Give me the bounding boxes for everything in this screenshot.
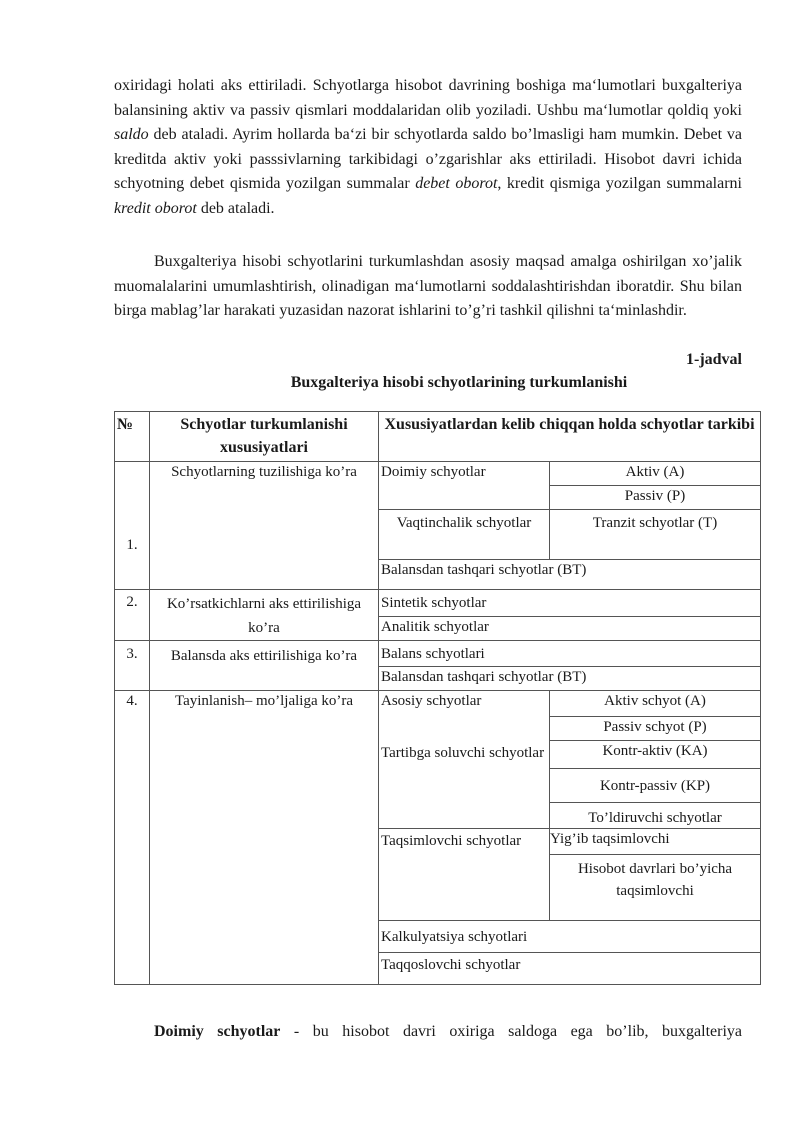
cell-analitik: Analitik schyotlar [379, 616, 761, 640]
paragraph-intro [114, 74, 742, 222]
cell-hisobot-davrlari: Hisobot davrlari bo’yicha taqsimlovchi [550, 855, 761, 909]
row-feature: Balansda aks ettirilishiga ko’ra [150, 641, 379, 691]
cell-taqsimlovchi: Taqsimlovchi schyotlar [379, 829, 550, 921]
header-feature: Schyotlar turkumlanishi xususiyatlari [150, 412, 379, 462]
term-doimiy-schyotlar: Doimiy schyotlar [154, 1023, 281, 1040]
paragraph-purpose: Buxgalteriya hisobi schyotlarini turkumlashdan asosiy maqsad amalga oshirilgan xo’jalik muomalalarini umumlashtirish, olinadigan ma‘lumotlarni soddalashtirishdan iboratdir. Shu bilan birga mablag’lar harakati yuzasidan nazorat ishlarini to’g’ri tashkil qilishni ta‘minlashdir. [114, 253, 742, 320]
cell-balansdan: Balansdan tashqari schyotlar (BT) [379, 667, 761, 691]
cell-kontr-passiv: Kontr-passiv (KP) [550, 769, 761, 803]
cell-aktiv: Aktiv (A) [550, 462, 761, 486]
cell-aktiv-schyot: Aktiv schyot (A) [550, 691, 761, 717]
cell-doimiy: Doimiy schyotlar [379, 462, 550, 510]
table-row [115, 462, 761, 486]
paragraph-text: oxiridagi holati aks ettiriladi. Schyotlarga hisobot davrining boshiga ma‘lumotlari buxgalteriya balansining aktiv va passiv qismlari moddalaridan olib yoziladi. Ushbu ma‘lumotlar qoldiq yoki [114, 77, 742, 119]
header-number: № [115, 412, 150, 462]
term-debet-oborot: debet oborot [415, 175, 498, 193]
row-feature: Schyotlarning tuzilishiga ko’ra [150, 462, 379, 590]
row-number: 3. [115, 641, 150, 691]
classification-table [114, 411, 761, 985]
cell-taqqoslovchi: Taqqoslovchi schyotlar [379, 953, 761, 985]
empty-cell [550, 909, 761, 921]
cell-kontr-aktiv: Kontr-aktiv (KA) [550, 741, 761, 769]
row-feature: Ko’rsatkichlarni aks ettirilishiga ko’ra [150, 590, 379, 641]
cell-tartibga: Tartibga soluvchi schyotlar [379, 741, 550, 829]
cell-toldiruvchi: To’ldiruvchi schyotlar [550, 803, 761, 829]
table-row [115, 641, 761, 667]
cell-tranzit: Tranzit schyotlar (T) [550, 510, 761, 560]
table-label: 1-jadval [686, 351, 742, 368]
table-row [115, 691, 761, 717]
cell-passiv-schyot: Passiv schyot (P) [550, 717, 761, 741]
cell-passiv: Passiv (P) [550, 486, 761, 510]
paragraph-closing [114, 1020, 742, 1044]
cell-asosiy: Asosiy schyotlar [379, 691, 550, 741]
paragraph-text: deb ataladi. Ayrim hollarda ba‘zi bir schyotlarda saldo bo’lmasligi ham mumkin. Debet va kreditda aktiv yoki passsivlarning tarkibidagi o’zgarishlar aks ettiriladi. Hisobot davri ichida schyotning debet qismida yozilgan summalar [114, 126, 742, 193]
cell-yigib: Yig’ib taqsimlovchi [550, 829, 761, 855]
table-header-row [115, 412, 761, 462]
paragraph-text: , kredit qismiga yozilgan summalarni [497, 175, 742, 193]
table-caption: Buxgalteriya hisobi schyotlarining turkumlanishi [290, 374, 628, 391]
cell-balans: Balans schyotlari [379, 641, 761, 667]
term-kredit-oborot: kredit oborot [114, 199, 197, 217]
row-number: 1. [115, 462, 150, 590]
cell-sintetik: Sintetik schyotlar [379, 590, 761, 617]
row-feature: Tayinlanish– mo’ljaliga ko’ra [150, 691, 379, 985]
term-saldo: saldo [114, 126, 149, 144]
row-number: 4. [115, 691, 150, 985]
header-composition: Xususiyatlardan kelib chiqqan holda schyotlar tarkibi [379, 412, 761, 462]
row-number: 2. [115, 590, 150, 641]
cell-kalkulyatsiya: Kalkulyatsiya schyotlari [379, 921, 761, 953]
paragraph-text: - bu hisobot davri oxiriga saldoga ega bo’lib, buxgalteriya [280, 1023, 743, 1040]
paragraph-text: deb ataladi. [196, 199, 275, 217]
cell-vaqtinchalik: Vaqtinchalik schyotlar [379, 510, 550, 560]
table-row [115, 590, 761, 617]
cell-balansdan: Balansdan tashqari schyotlar (BT) [379, 560, 761, 590]
